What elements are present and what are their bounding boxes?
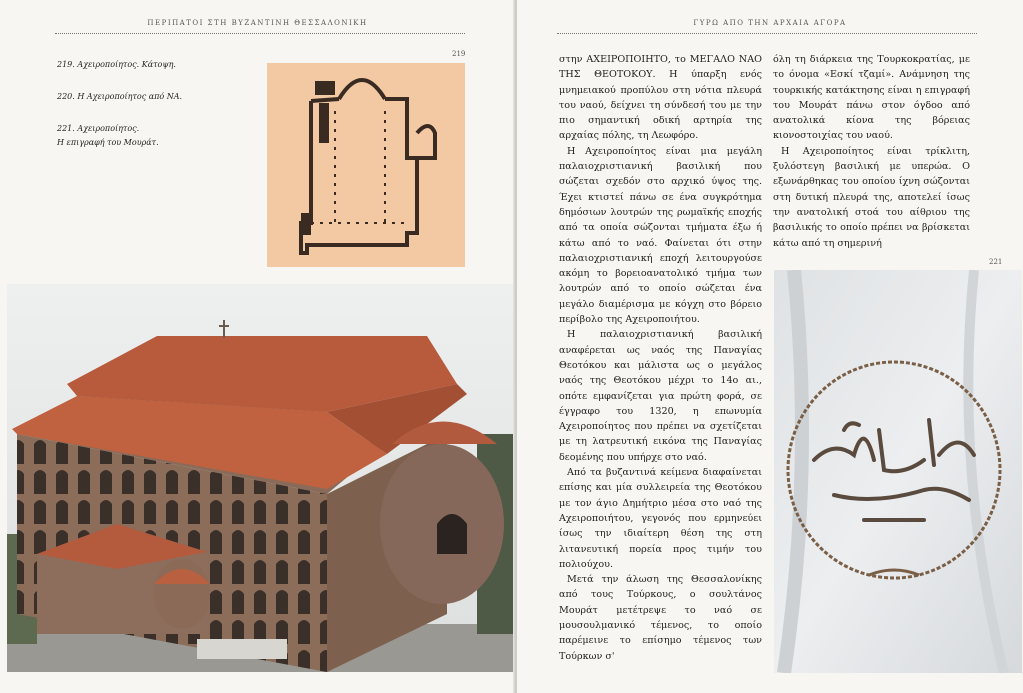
right-header-rule [557, 33, 977, 34]
figure-number-221: 221 [989, 258, 1003, 266]
figure-number-219: 219 [452, 50, 466, 58]
paragraph-4: Από τα βυζαντινά κείμενα διαφαίνεται επίσης και μία συλλειρεία της Θεοτόκου με τον άγιο Δημήτριο μέσα στο ναό της Αχειροποιήτου, γεγονός που ερμηνεύει ίσως την ιδιαίτερη θέση της στη λιτανευτική πορεία προς τιμήν του πολιούχου. [559, 467, 762, 570]
left-running-head: ΠΕΡΙΠΑΤΟΙ ΣΤΗ ΒΥΖΑΝΤΙΝΗ ΘΕΣΣΑΛΟΝΙΚΗ [147, 19, 368, 27]
text-column-2 [773, 52, 970, 251]
text-column-1 [559, 52, 762, 664]
paragraph-1: στην ΑΧΕΙΡΟΠΟΙΗΤΟ, το ΜΕΓΑΛΟ ΝΑΟ ΤΗΣ ΘΕΟΤΟΚΟΥ. Η ύπαρξη ενός μνημειακού προπύλου στη νότια πλευρά του ναού, δείχνει τη σύνδεσή του με την πιο σημαντική οδική αρτηρία της αρχαίας πόλης, τη Λεωφόρο. [559, 54, 762, 142]
church-floor-plan-image [267, 63, 465, 267]
right-running-head: ΓΥΡΩ ΑΠΟ ΤΗΝ ΑΡΧΑΙΑ ΑΓΟΡΑ [693, 19, 847, 27]
paragraph-2: Η Αχειροποίητος είναι μια μεγάλη παλαιοχριστιανική βασιλική που σώζεται σχεδόν στο αρχικό ύψος της. Έχει κτιστεί πάνω σε ένα συγκρότημα δημόσιων λουτρών της ρωμαϊκής εποχής από τα οποία σώζονται τμήματα έξω ή κάτω από το ναό. Φαίνεται ότι στην παλαιοχριστιανική εποχή λειτουργούσε ακόμη το βορειοανατολικό τμήμα των λουτρών από το οποίο σώζεται ένα μεγάλο διαμέρισμα με κόγχη στο βόρειο περίβολο της Αχειροποιήτου. [559, 145, 762, 326]
caption-221: 221. Αχειροποίητος. [57, 124, 140, 133]
paragraph-7: Η Αχειροποίητος είναι τρίκλιτη, ξυλόστεγη βασιλική με υπερώα. Ο εξωνάρθηκας του οποίου ίχνη σώζονται στη δυτική πλευρά της, αποτελεί ίσως την ανατολική στοά του αίθριου της βασιλικής το οποίο πρέπει να βρίσκεται κάτω από τη σημερινή [773, 145, 970, 249]
caption-220: 220. Η Αχειροποίητος από ΝΑ. [57, 92, 183, 101]
paragraph-6: όλη τη διάρκεια της Τουρκοκρατίας, με το όνομα «Εσκί τζαμί». Ανάμνηση της τουρκικής κατάκτησης είναι η επιγραφή του Μουράτ πάνω στον όγδοο από ανατολικά κίονα της βόρειας κιονοστοιχίας του ναού. [773, 54, 970, 142]
basilica-photo-image [7, 284, 515, 672]
caption-219: 219. Αχειροποίητος. Κάτοψη. [57, 60, 176, 69]
arabic-inscription-image [774, 270, 1022, 673]
caption-221-line2: Η επιγραφή του Μουράτ. [57, 138, 159, 147]
paragraph-3: Η παλαιοχριστιανική βασιλική αναφέρεται ως ναός της Παναγίας Θεοτόκου και μάλιστα ως ο μεγάλος ναός της Θεοτόκου μέχρι το 14ο αι., οπότε εμφανίζεται για πρώτη φορά, σε έγγραφο του 1320, η επωνυμία Αχειροποίητος που πρέπει να σχετίζεται με τη λατρευτική εικόνα της Παναγίας δεομένης που υπήρχε στο ναό. [559, 329, 762, 463]
left-header-rule [55, 33, 465, 34]
paragraph-5: Μετά την άλωση της Θεσσαλονίκης από τους Τούρκους, ο σουλτάνος Μουράτ μετέτρεψε το ναό σε μουσουλμανικό τέμενος, το οποίο παρέμεινε το επίσημο τέμενος των Τούρκων σ' [559, 574, 762, 662]
